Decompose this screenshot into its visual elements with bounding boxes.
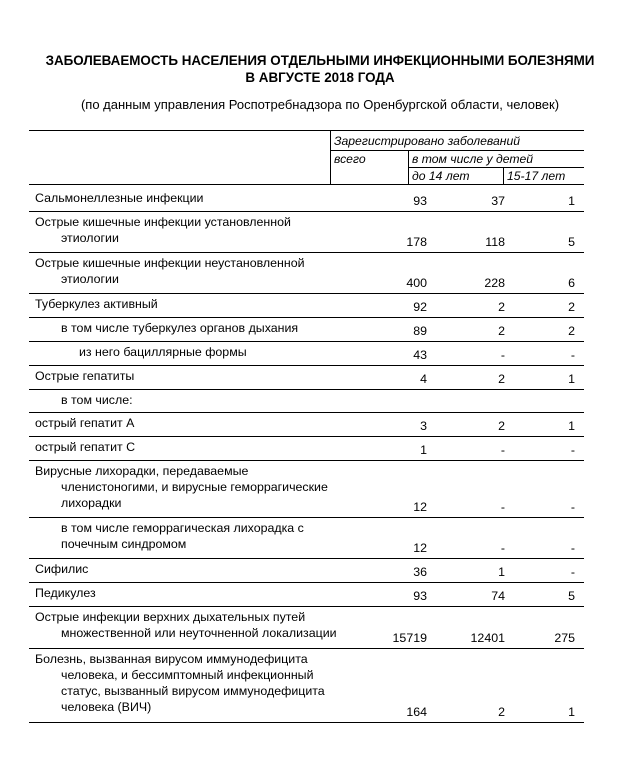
cell-under14: 2 <box>498 419 505 433</box>
row-label-line: множественной или неуточненной локализации <box>61 626 337 640</box>
header-total: всего <box>334 152 366 166</box>
header-bottom-border <box>29 184 584 185</box>
table-row <box>29 294 584 318</box>
table-row <box>29 342 584 366</box>
table-row <box>29 188 584 212</box>
cell-total: 36 <box>413 565 427 579</box>
table-row <box>29 583 584 607</box>
cell-total: 43 <box>413 348 427 362</box>
cell-15-17: 5 <box>568 235 575 249</box>
document-subtitle: (по данным управления Роспотребнадзора по Оренбургской области, человек) <box>80 97 560 112</box>
cell-total: 93 <box>413 589 427 603</box>
cell-total: 92 <box>413 300 427 314</box>
header-children: в том числе у детей <box>412 152 534 166</box>
cell-total: 3 <box>420 419 427 433</box>
cell-under14: - <box>500 348 505 362</box>
header-divider-ages <box>408 167 584 168</box>
cell-total: 12 <box>413 500 427 514</box>
row-label <box>35 651 325 715</box>
header-col-divider-ages <box>503 167 504 184</box>
cell-15-17: 1 <box>568 372 575 386</box>
cell-15-17: - <box>570 541 575 555</box>
header-under14: до 14 лет <box>412 169 470 183</box>
table-row <box>29 366 584 390</box>
cell-total: 4 <box>420 372 427 386</box>
cell-under14: 2 <box>498 372 505 386</box>
row-label <box>35 439 135 455</box>
row-label-line: в том числе геморрагическая лихорадка с <box>61 521 304 535</box>
row-label-line: членистоногими, и вирусные геморрагические <box>61 480 328 494</box>
row-label <box>35 561 88 577</box>
cell-15-17: - <box>570 443 575 457</box>
cell-under14: - <box>500 500 505 514</box>
cell-total: 93 <box>413 194 427 208</box>
header-15-17: 15-17 лет <box>507 169 566 183</box>
cell-under14: 74 <box>491 589 505 603</box>
cell-total: 400 <box>406 276 427 290</box>
row-bottom-border <box>29 722 584 723</box>
cell-15-17: 1 <box>568 419 575 433</box>
cell-15-17: 6 <box>568 276 575 290</box>
row-label-line: Сифилис <box>35 562 89 576</box>
row-label <box>35 255 305 287</box>
row-label-line: Острые инфекции верхних дыхательных путей <box>35 610 306 624</box>
cell-total: 178 <box>406 235 427 249</box>
row-label <box>35 190 203 206</box>
row-label <box>35 520 304 552</box>
row-label-line: почечным синдромом <box>61 537 187 551</box>
row-label-line: в том числе: <box>61 393 133 407</box>
cell-under14: 37 <box>491 194 505 208</box>
cell-15-17: - <box>570 565 575 579</box>
cell-total: 164 <box>406 705 427 719</box>
document-title-line1: ЗАБОЛЕВАЕМОСТЬ НАСЕЛЕНИЯ ОТДЕЛЬНЫМИ ИНФЕКЦИОННЫМИ БОЛЕЗНЯМИ <box>45 53 595 68</box>
row-label <box>35 609 337 641</box>
cell-15-17: 275 <box>554 631 575 645</box>
row-label-line: человека, и бессимптомный инфекционный <box>61 668 314 682</box>
cell-total: 89 <box>413 324 427 338</box>
row-label-line: человека (ВИЧ) <box>61 700 152 714</box>
cell-under14: 2 <box>498 705 505 719</box>
table-row <box>29 253 584 294</box>
table-row <box>29 318 584 342</box>
row-label-line: статус, вызванный вирусом иммунодефицита <box>61 684 325 698</box>
cell-15-17: 1 <box>568 705 575 719</box>
row-label-line: Острые кишечные инфекции установленной <box>35 215 291 229</box>
header-registered: Зарегистрировано заболеваний <box>334 134 521 148</box>
table-row <box>29 649 584 723</box>
table-row <box>29 518 584 559</box>
row-label <box>35 392 133 408</box>
header-divider-children <box>330 150 584 151</box>
document-title-line2: В АВГУСТЕ 2018 ГОДА <box>245 70 395 85</box>
row-label <box>35 296 158 312</box>
row-label <box>35 214 291 246</box>
cell-15-17: - <box>570 500 575 514</box>
row-label-line: этиологии <box>61 272 119 286</box>
cell-total: 15719 <box>392 631 427 645</box>
cell-under14: 12401 <box>470 631 505 645</box>
row-label-line: в том числе туберкулез органов дыхания <box>61 321 299 335</box>
table-row <box>29 437 584 461</box>
table-row <box>29 212 584 253</box>
row-label-line: Болезнь, вызванная вирусом иммунодефицита <box>35 652 308 666</box>
cell-15-17: - <box>570 348 575 362</box>
row-label-line: Вирусные лихорадки, передаваемые <box>35 464 249 478</box>
row-label-line: Сальмонеллезные инфекции <box>35 191 204 205</box>
table-top-border <box>29 130 584 131</box>
row-label-line: острый гепатит С <box>35 440 136 454</box>
cell-under14: - <box>500 541 505 555</box>
row-label <box>35 463 328 511</box>
cell-under14: 228 <box>484 276 505 290</box>
cell-15-17: 5 <box>568 589 575 603</box>
cell-under14: - <box>500 443 505 457</box>
row-label-line: Педикулез <box>35 586 96 600</box>
cell-15-17: 1 <box>568 194 575 208</box>
table-row <box>29 413 584 437</box>
row-label-line: острый гепатит А <box>35 416 135 430</box>
cell-15-17: 2 <box>568 300 575 314</box>
row-label-line: лихорадки <box>61 496 122 510</box>
row-label <box>35 415 134 431</box>
row-label <box>35 585 96 601</box>
row-label-line: из него бациллярные формы <box>79 345 247 359</box>
row-label <box>35 320 298 336</box>
row-label <box>35 368 134 384</box>
row-label-line: Острые гепатиты <box>35 369 135 383</box>
row-label-line: Острые кишечные инфекции неустановленной <box>35 256 305 270</box>
cell-total: 1 <box>420 443 427 457</box>
table-row <box>29 607 584 649</box>
cell-15-17: 2 <box>568 324 575 338</box>
header-col-divider-total <box>330 130 331 184</box>
table-row <box>29 390 584 413</box>
cell-under14: 2 <box>498 324 505 338</box>
row-label-line: Туберкулез активный <box>35 297 158 311</box>
cell-total: 12 <box>413 541 427 555</box>
row-label-line: этиологии <box>61 231 119 245</box>
table-row <box>29 559 584 583</box>
cell-under14: 2 <box>498 300 505 314</box>
cell-under14: 118 <box>485 235 505 249</box>
row-label <box>35 344 247 360</box>
header-col-divider-children <box>408 150 409 184</box>
table-row <box>29 461 584 518</box>
cell-under14: 1 <box>498 565 505 579</box>
